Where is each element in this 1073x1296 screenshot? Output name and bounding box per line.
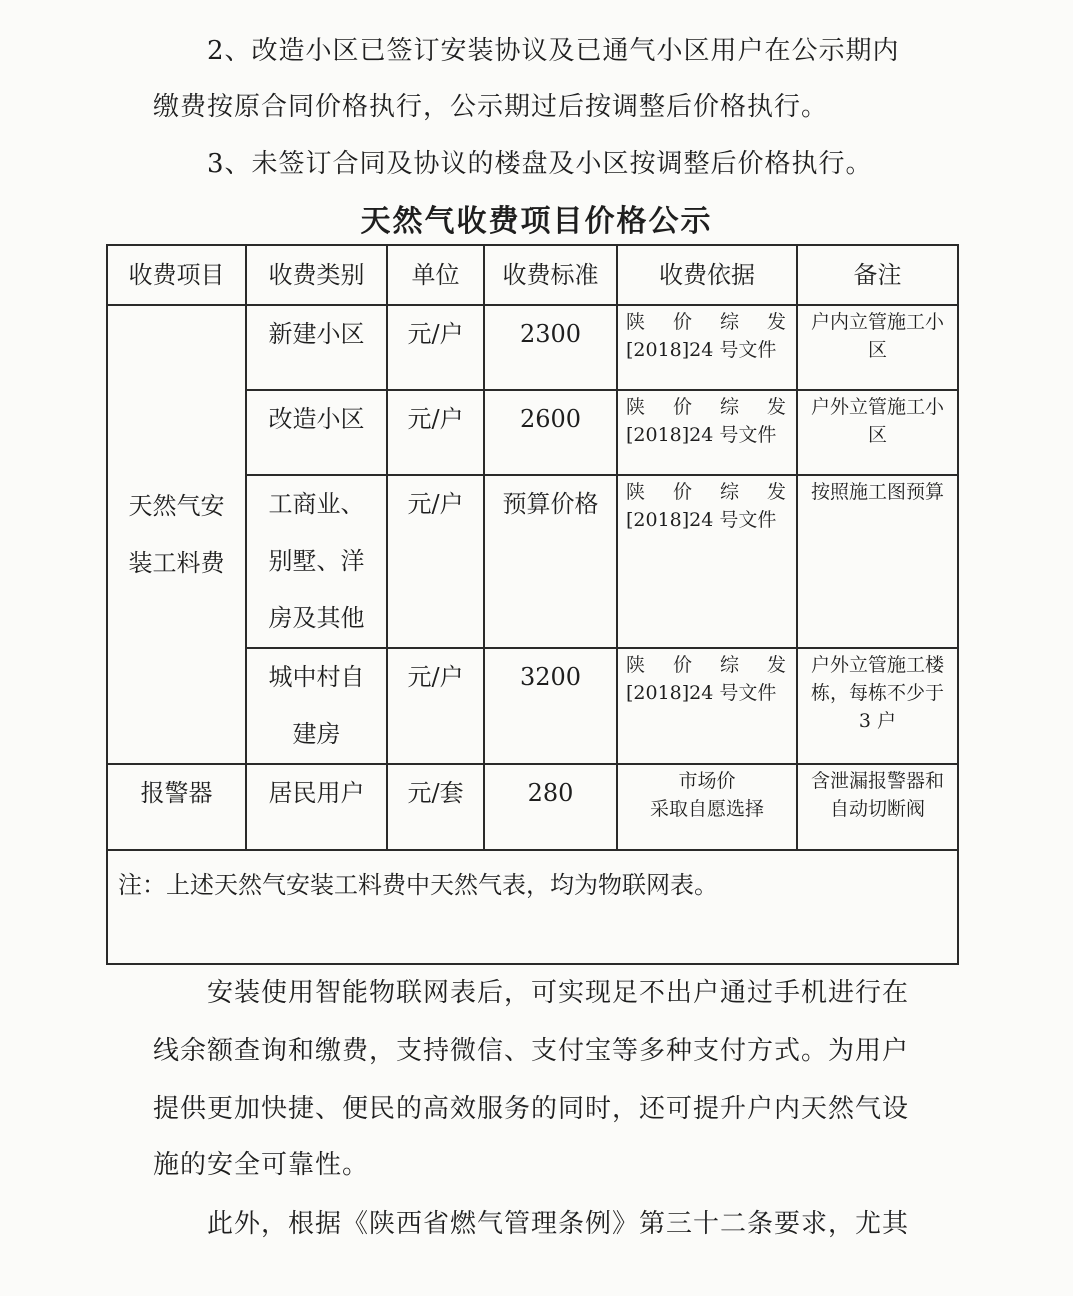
table-note-row xyxy=(107,850,958,964)
table-row xyxy=(107,764,958,850)
header-remark: 备注 xyxy=(797,245,958,305)
basis-char: 综 xyxy=(719,396,739,418)
basis-char: 陕 xyxy=(626,654,646,676)
body-line-5: 此外，根据《陕西省燃气管理条例》第三十二条要求，尤其 xyxy=(207,1209,910,1239)
basis-char: 综 xyxy=(719,481,739,503)
basis-cell xyxy=(617,648,797,764)
category-cell: 改造小区 xyxy=(246,390,387,475)
basis-char: 陕 xyxy=(626,311,646,333)
basis-cell xyxy=(617,390,797,475)
body-line-4: 施的安全可靠性。 xyxy=(153,1150,370,1180)
basis-doc-number: [2018]24 号文件 xyxy=(626,424,777,446)
remark-cell: 户外立管施工小区 xyxy=(797,390,958,475)
basis-char: 价 xyxy=(672,396,692,418)
basis-char: 发 xyxy=(766,481,786,503)
basis-doc-number: [2018]24 号文件 xyxy=(626,682,777,704)
header-fee-item: 收费项目 xyxy=(107,245,246,305)
body-line-1: 安装使用智能物联网表后，可实现足不出户通过手机进行在 xyxy=(207,978,910,1008)
table-note: 注：上述天然气安装工料费中天然气表，均为物联网表。 xyxy=(107,850,958,964)
basis-voluntary: 采取自愿选择 xyxy=(649,798,764,820)
basis-char: 陕 xyxy=(626,396,646,418)
body-line-3: 提供更加快捷、便民的高效服务的同时，还可提升户内天然气设 xyxy=(153,1094,910,1124)
basis-char: 价 xyxy=(672,311,692,333)
intro-line-3: 3、未签订合同及协议的楼盘及小区按调整后价格执行。 xyxy=(207,149,873,179)
remark-cell: 户外立管施工楼栋，每栋不少于 3 户 xyxy=(797,648,958,764)
basis-cell xyxy=(617,475,797,648)
header-fee-basis: 收费依据 xyxy=(617,245,797,305)
basis-char: 综 xyxy=(719,654,739,676)
table-header-row xyxy=(107,245,958,305)
fee-item-alarm: 报警器 xyxy=(107,764,246,850)
basis-market-price: 市场价 xyxy=(678,770,736,792)
header-fee-standard: 收费标准 xyxy=(484,245,617,305)
category-cell: 新建小区 xyxy=(246,305,387,390)
basis-char: 发 xyxy=(766,396,786,418)
header-fee-category: 收费类别 xyxy=(246,245,387,305)
basis-cell xyxy=(617,305,797,390)
standard-cell: 预算价格 xyxy=(484,475,617,648)
unit-cell: 元/套 xyxy=(387,764,484,850)
basis-char: 发 xyxy=(766,654,786,676)
table-row xyxy=(107,305,958,390)
fee-item-installation: 天然气安装工料费 xyxy=(107,305,246,764)
basis-doc-number: [2018]24 号文件 xyxy=(626,509,777,531)
unit-cell: 元/户 xyxy=(387,390,484,475)
remark-cell: 按照施工图预算 xyxy=(797,475,958,648)
basis-cell xyxy=(617,764,797,850)
fee-table xyxy=(106,244,959,965)
standard-cell: 3200 xyxy=(484,648,617,764)
category-cell: 居民用户 xyxy=(246,764,387,850)
standard-cell: 2300 xyxy=(484,305,617,390)
basis-char: 价 xyxy=(672,654,692,676)
basis-char: 价 xyxy=(672,481,692,503)
body-line-2: 线余额查询和缴费，支持微信、支付宝等多种支付方式。为用户 xyxy=(153,1036,910,1066)
basis-char: 发 xyxy=(766,311,786,333)
intro-line-2: 2、改造小区已签订安装协议及已通气小区用户在公示期内 xyxy=(207,36,900,66)
basis-char: 综 xyxy=(719,311,739,333)
intro-line-2-cont: 缴费按原合同价格执行，公示期过后按调整后价格执行。 xyxy=(153,92,829,122)
unit-cell: 元/户 xyxy=(387,648,484,764)
table-title: 天然气收费项目价格公示 xyxy=(360,204,713,239)
header-unit: 单位 xyxy=(387,245,484,305)
unit-cell: 元/户 xyxy=(387,305,484,390)
unit-cell: 元/户 xyxy=(387,475,484,648)
remark-cell: 户内立管施工小区 xyxy=(797,305,958,390)
basis-char: 陕 xyxy=(626,481,646,503)
basis-doc-number: [2018]24 号文件 xyxy=(626,339,777,361)
standard-cell: 280 xyxy=(484,764,617,850)
standard-cell: 2600 xyxy=(484,390,617,475)
category-cell: 城中村自建房 xyxy=(246,648,387,764)
category-cell: 工商业、别墅、洋房及其他 xyxy=(246,475,387,648)
remark-cell: 含泄漏报警器和自动切断阀 xyxy=(797,764,958,850)
